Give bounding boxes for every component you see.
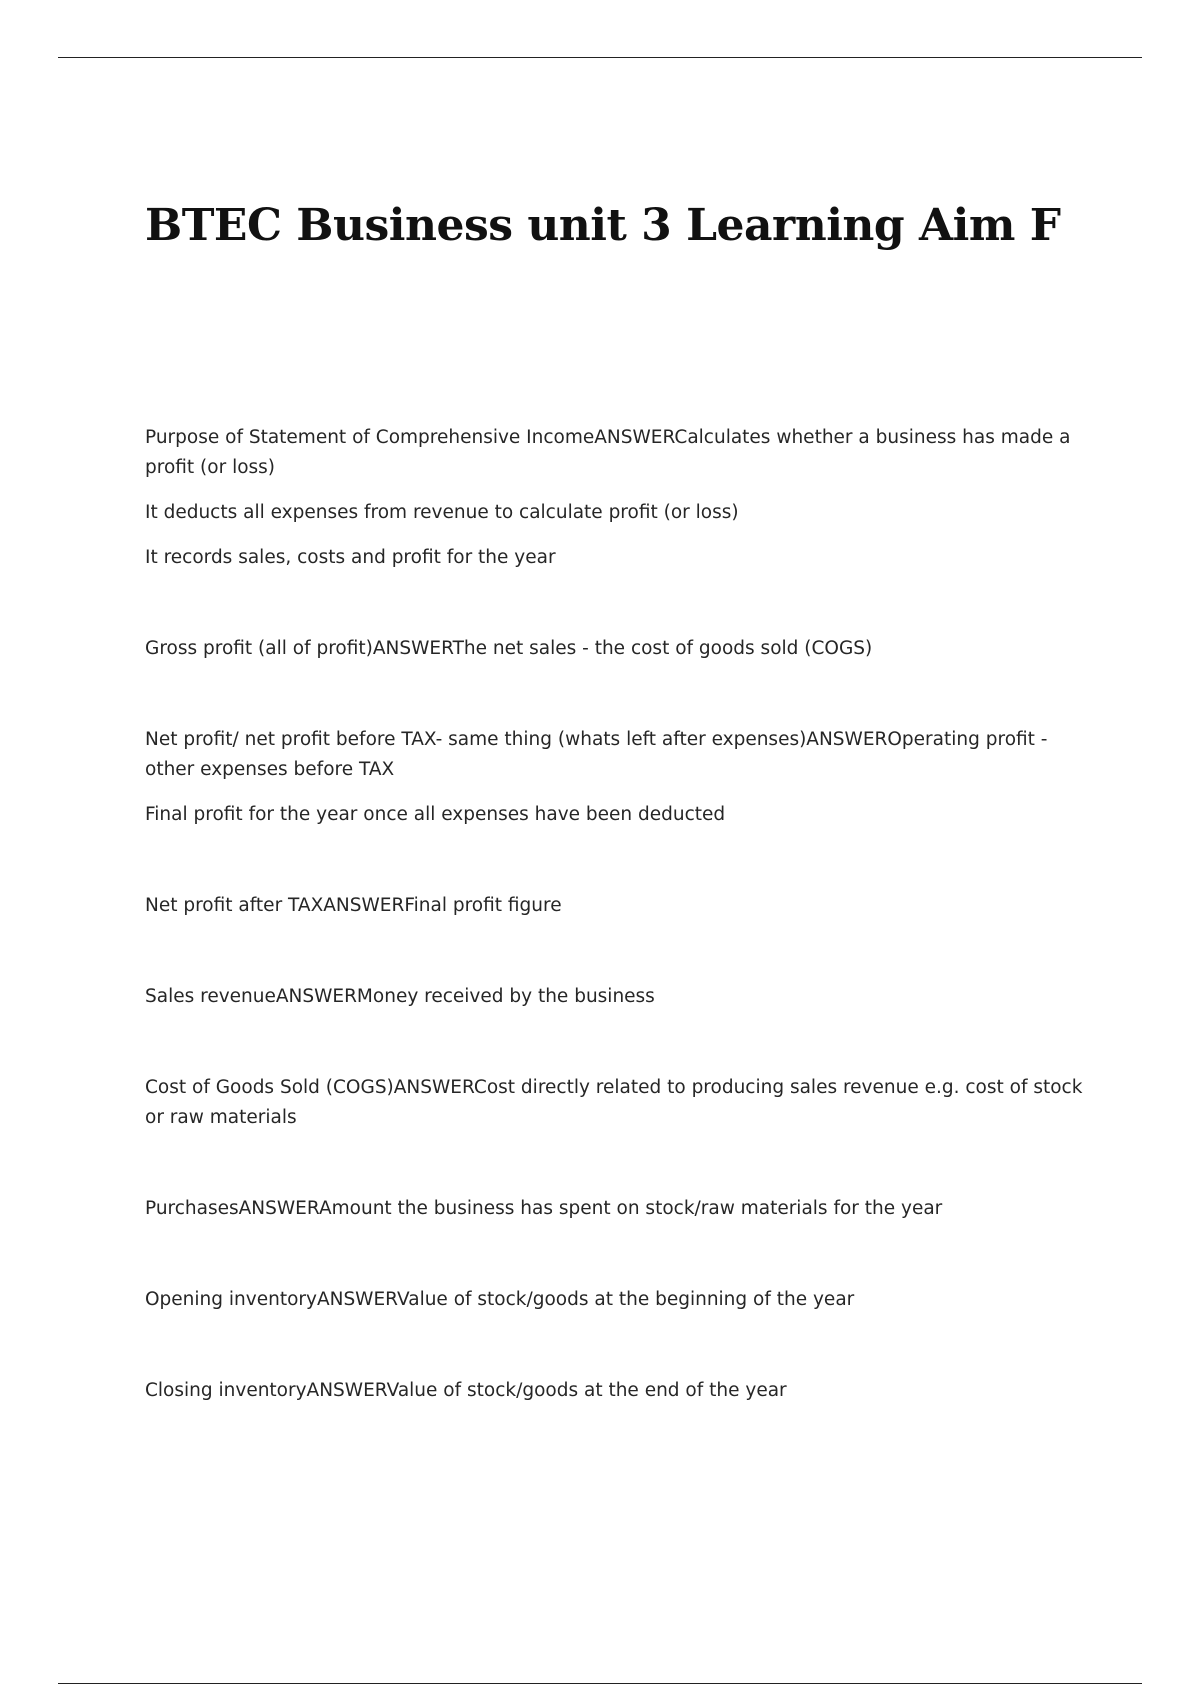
entry-net-profit-before-tax bbox=[145, 725, 1085, 830]
document-body bbox=[145, 423, 1085, 1406]
entry-paragraph: Net profit after TAXANSWERFinal profit figure bbox=[145, 895, 562, 916]
entry-paragraph: Purpose of Statement of Comprehensive IncomeANSWERCalculates whether a business has made a profit (or loss) bbox=[145, 427, 1071, 478]
entry-paragraph: Net profit/ net profit before TAX- same thing (whats left after expenses)ANSWEROperating profit - other expenses before TAX bbox=[145, 729, 1048, 780]
bottom-divider bbox=[58, 1683, 1142, 1684]
entry-sales-revenue bbox=[145, 982, 1085, 1012]
entry-paragraph: Opening inventoryANSWERValue of stock/goods at the beginning of the year bbox=[145, 1289, 855, 1310]
top-divider bbox=[58, 57, 1142, 58]
entry-cost-of-goods-sold bbox=[145, 1073, 1085, 1133]
entry-paragraph: Closing inventoryANSWERValue of stock/goods at the end of the year bbox=[145, 1380, 787, 1401]
entry-paragraph: Cost of Goods Sold (COGS)ANSWERCost directly related to producing sales revenue e.g. cost of stock or raw materials bbox=[145, 1077, 1083, 1128]
entry-purchases bbox=[145, 1194, 1085, 1224]
entry-paragraph: It deducts all expenses from revenue to calculate profit (or loss) bbox=[145, 502, 739, 523]
entry-net-profit-after-tax bbox=[145, 891, 1085, 921]
entry-gross-profit bbox=[145, 634, 1085, 664]
entry-paragraph: Gross profit (all of profit)ANSWERThe net sales - the cost of goods sold (COGS) bbox=[145, 638, 873, 659]
entry-paragraph: Final profit for the year once all expenses have been deducted bbox=[145, 804, 726, 825]
entry-paragraph: PurchasesANSWERAmount the business has spent on stock/raw materials for the year bbox=[145, 1198, 943, 1219]
entry-paragraph: Sales revenueANSWERMoney received by the business bbox=[145, 986, 655, 1007]
entry-paragraph: It records sales, costs and profit for the year bbox=[145, 547, 556, 568]
document-title: BTEC Business unit 3 Learning Aim F bbox=[145, 200, 1061, 251]
entry-statement-of-comprehensive-income bbox=[145, 423, 1085, 573]
entry-opening-inventory bbox=[145, 1285, 1085, 1315]
entry-closing-inventory bbox=[145, 1376, 1085, 1406]
